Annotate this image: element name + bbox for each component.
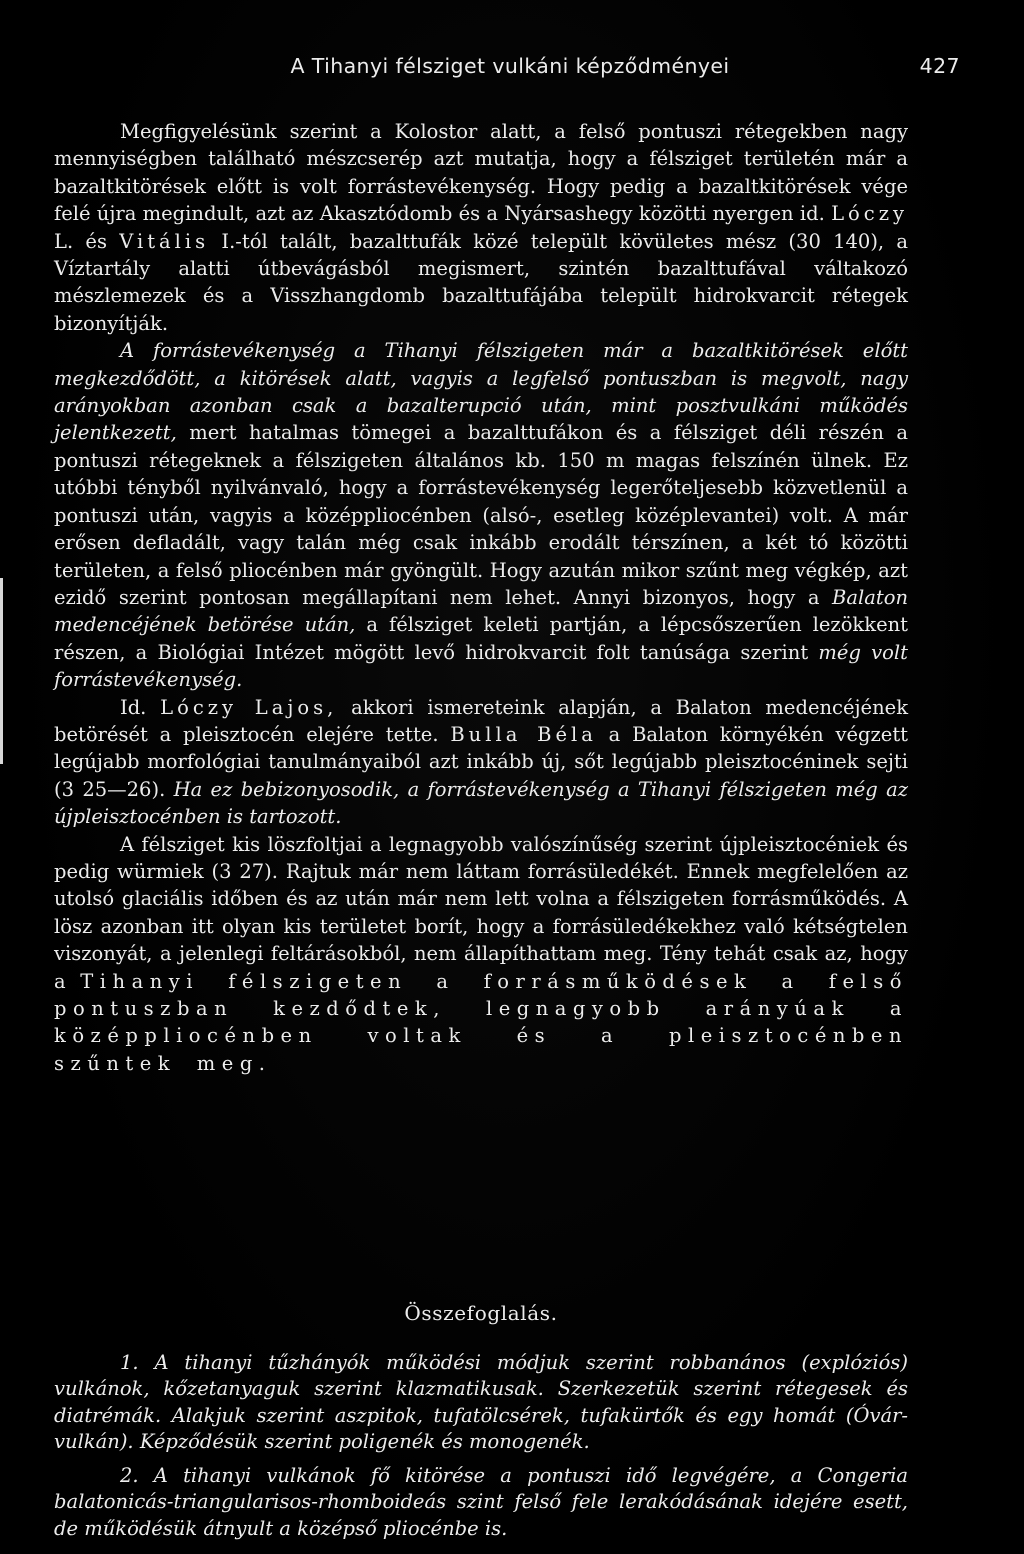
- p4-spaced-conclusion: Tihanyi félszigeten a forrásműködések a felső pontuszban kezdődtek, legnagyobb arányúak a középpliocénben voltak és a pleisztocénben szűntek meg.: [54, 969, 908, 1075]
- summary-list: [54, 1350, 908, 1550]
- paragraph-1: [54, 118, 908, 337]
- p3-text: Id.: [120, 695, 147, 719]
- p3-text: a Balaton környékén végzett legújabb morfológiai tanulmányaiból azt inkább új, sőt legújabb pleisztocéninek sejti (3 25—26).: [54, 722, 909, 801]
- paragraph-2: [54, 337, 908, 693]
- p2-italic-text: még volt forrástevékenység.: [54, 640, 908, 692]
- p4-text: A félsziget kis löszfoltjai a legnagyobb valószínűség szerint újpleisztocéniek és pedig würmiek (3 27). Rajtuk már nem láttam forrásüledékét. Ennek megfelelően az utolsó glaciális időben és az után már nem lett volna a félszigeten forrásműködés. A lösz azonban itt olyan kis területet borít, hogy a forrásüledékekhez való kétségtelen viszonyát, a jelenlegi feltárásokból, nem állapíthattam meg. Tény tehát csak az, hogy a: [54, 832, 908, 993]
- running-head: A Tihanyi félsziget vulkáni képződményei: [290, 54, 730, 78]
- p2-italic-text: A forrástevékenység a Tihanyi félszigeten már a bazaltkitörések előtt megkezdődött, a kitörések alatt, vagyis a legfelső pontuszban is megvolt, nagy arányokban azonban csak a bazalterupció után, mint posztvulkáni működés jelentkezett,: [54, 339, 908, 445]
- page-header: [60, 54, 960, 84]
- p3-italic-text: Ha ez bebizonyosodik, a forrástevékenység a Tihanyi félszigeten még az újpleisztocénben is tartozott.: [54, 777, 908, 829]
- section-title: Összefoglalás.: [404, 1301, 558, 1325]
- p2-text: mert hatalmas tömegei a bazalttufákon és a félsziget déli részén a pontuszi rétegeknek a félszigeten általános kb. 150 m magas felszínén ülnek. Ez utóbbi tényből nyilvánvaló, hogy a forrástevékenység legerőteljesebb közvetlenül a pontuszi után, vagyis a középpliocénben (alsó-, esetleg középlevantei) volt. A már erősen defladált, vagy talán még csak inkább erodált térszínen, a két tó közötti területen, a felső pliocénben már gyöngült. Hogy azután mikor szűnt meg végkép, azt ezidő szerint pontosan megállapítani nem lehet. Annyi bizonyos, hogy a: [54, 421, 908, 609]
- author-name: Bulla Béla: [450, 722, 597, 746]
- paragraph-3: [54, 694, 908, 831]
- author-name: Vitális: [119, 229, 210, 253]
- body-text: [54, 118, 908, 1077]
- author-name: Lóczy: [831, 202, 908, 226]
- author-name: Lóczy Lajos,: [160, 695, 338, 719]
- summary-item: 2. A tihanyi vulkánok fő kitörése a pontuszi idő legvégére, a Congeria balatonicás-triangularisos-rhomboideás szint felső fele lerakódásának idejére esett, de működésük átnyult a középső pliocénbe is.: [54, 1464, 908, 1540]
- p2-text: a félsziget keleti partján, a lépcsőszerűen lezökkent részen, a Biológiai Intézet mögött levő hidrokvarcit folt tanúsága szerint: [54, 613, 909, 664]
- p1-end-text: I.-tól talált, bazalttufák közé települt kövületes mész (30 140), a Víztartály alatti útbevágásból megismert, szintén bazalttufával váltakozó mészlemezek és a Visszhangdomb bazalttufájába települt hidrokvarcit rétegek bizonyítják.: [54, 229, 909, 335]
- paragraph-4: [54, 831, 908, 1078]
- p2-italic-text: Balaton medencéjének betörése után,: [54, 585, 908, 637]
- page-number: 427: [919, 54, 960, 78]
- scan-edge-line: [0, 578, 3, 764]
- p3-text: akkori ismereteink alapján, a Balaton medencéjének betörését a pleisztocén elejére tette.: [54, 695, 909, 746]
- p1-mid-text: L. és: [54, 229, 107, 253]
- summary-item: 1. A tihanyi tűzhányók működési módjuk szerint robbanános (explóziós) vulkánok, kőzetanyaguk szerint klazmatikusak. Szerkezetük szerint rétegesek és diatrémák. Alakjuk szerint aszpitok, tufatölcsérek, tufakürtők és egy homát (Óvár-vulkán). Képződésük szerint poligenék és monogenék.: [54, 1351, 908, 1453]
- p1-text: Megfigyelésünk szerint a Kolostor alatt, a felső pontuszi rétegekben nagy mennyiségben található mészcserép azt mutatja, hogy a félsziget területén már a bazaltkitörések előtt is volt forrástevékenység. Hogy pedig a bazaltkitörések vége felé újra megindult, azt az Akasztódomb és a Nyársashegy közötti nyergen id.: [54, 120, 908, 226]
